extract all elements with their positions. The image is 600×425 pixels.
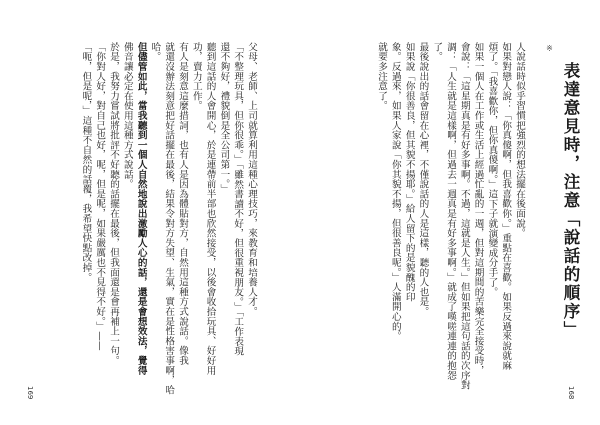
paragraph: 於是，我努力嘗試將批評不好聽的話擺在最後，但我面還是會再補上一句。: [108, 42, 120, 366]
paragraph: 有人是刻意這麼措詞，也有人是因為體貼對方，自然用這種方式說話。像我: [177, 42, 189, 366]
paragraph: 功，賣力工作。: [190, 42, 202, 111]
paragraph: 佛音讓必定在使用這種方式說話。: [121, 42, 133, 189]
paragraph: 象。反過來，如果人家說「你其貌不揚，但很善良呢。」人滿開心的。: [389, 42, 401, 341]
paragraph: 如果說「你很善良，但其貌不揚耶。」給人留下的是貌醜的印: [403, 42, 415, 302]
emphasized-paragraph: 但儘管如此，當我聽到一個人自然地說出激勵人心的話，還是會想效法，覺得: [135, 42, 147, 376]
paragraph: 就還沒辦法刻意把好話擺在最後，結果令對方失望、生氣，實在是性格害事啊，哈: [163, 42, 175, 395]
paragraph: 父母、老師、上司就算利用這種心理技巧，來教育和培養人才。: [246, 42, 257, 317]
paragraph: 還不夠好，禮貌倒是全公司第一。」: [218, 42, 230, 194]
section-mark: ※: [545, 44, 554, 53]
page-number: 169: [26, 386, 34, 400]
section-title: 表達意見時，注意「說話的順序」: [561, 62, 580, 340]
paragraph: 如果一個人在工作或生活上經過忙亂的一週，但對這期間的苦樂完全接受時，: [472, 42, 484, 376]
paragraph: 最後說出的話會留在心裡，不僅說話的人是這樣，聽的人也是。: [417, 42, 429, 317]
left-page-body: [79, 42, 258, 395]
paragraph: 就要多注意了。: [376, 42, 388, 111]
paragraph: 人說話時似乎習慣把強烈的想法擺在後面說。: [514, 42, 525, 238]
page-number: 168: [567, 386, 575, 400]
paragraph: 聽到這話的人會開心，於是連帶前半部也欣然接受，以後會收拾玩具、好好用: [204, 42, 216, 376]
paragraph: 「呃，但是呢，」這種不自然的話覆，我希望快點改掉。: [80, 42, 92, 283]
paragraph: 哈。: [149, 42, 161, 62]
paragraph: 「不整理玩具，但你很乖。」「雖然書讀不好，但很重視朋友。」「工作表現: [232, 42, 244, 356]
right-page: [300, 0, 600, 425]
paragraph: 如果對戀人說：「你真傻啊，但我喜歡你。」重點在喜歡。如果反過來說就麻: [500, 42, 512, 371]
paragraph: 了。: [431, 42, 443, 62]
paragraph: 會說：「這星期真是有好多事啊。不過，這就是人生。」但如果把這句話的次序對: [458, 42, 470, 390]
paragraph: 「你對人好，對自己也好，呢，但是呢，如果嚴厲也不見得不好。」——: [94, 42, 106, 351]
right-page-body: [374, 42, 526, 390]
paragraph: 煩了。「我喜歡你，但你真傻啊。」這下子就演變成分手了。: [486, 42, 498, 297]
paragraph: 調：「人生就是這樣啊，但過去一週真是有好多事啊。」就成了嘆嗟連連的抱怨: [445, 42, 457, 381]
